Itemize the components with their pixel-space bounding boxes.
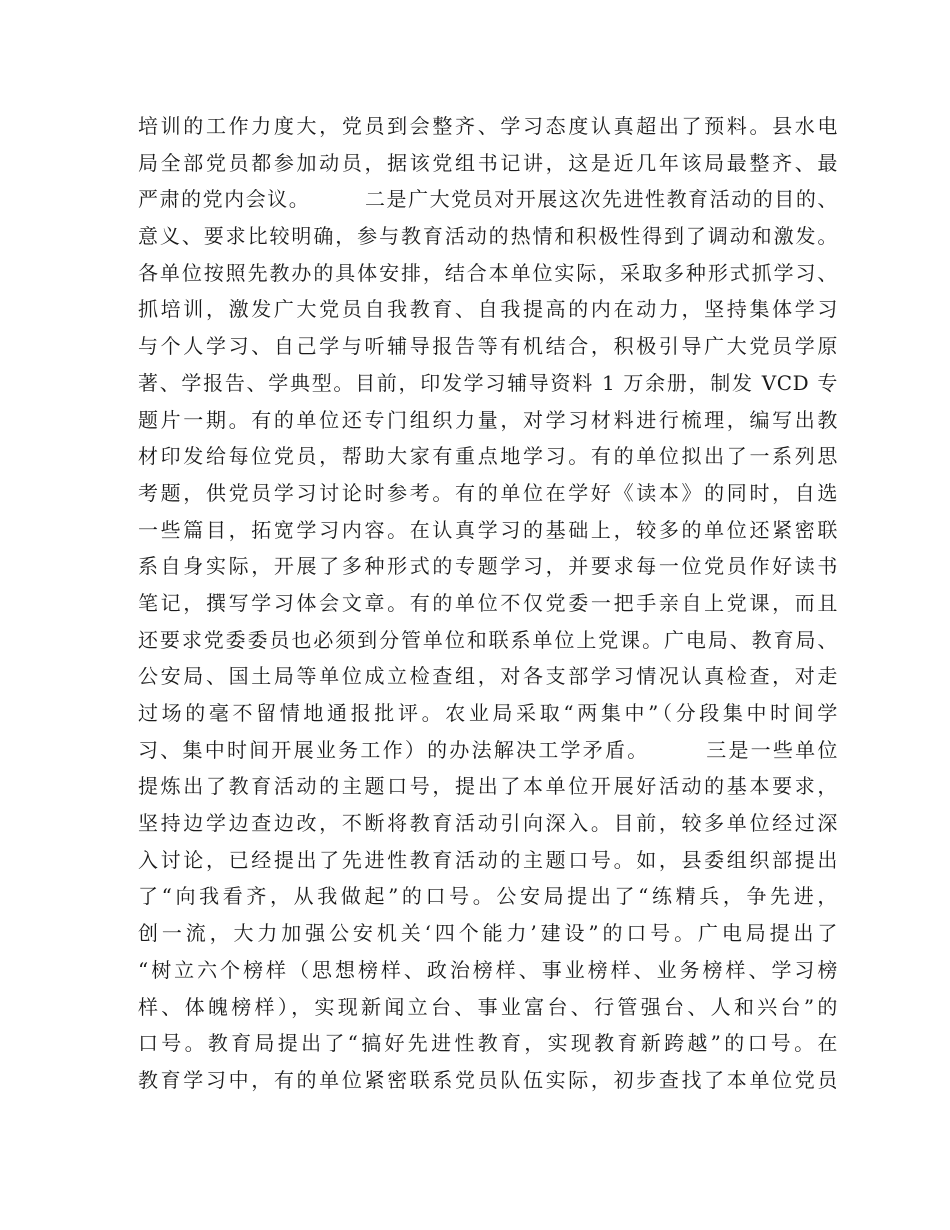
text-line: 材印发给每位党员，帮助大家有重点地学习。有的单位拟出了一系列思 (138, 444, 838, 469)
text-line: 入讨论，已经提出了先进性教育活动的主题口号。如，县委组织部提出 (138, 847, 838, 872)
text-line: 严肃的党内会议。 二是广大党员对开展这次先进性教育活动的目的、 (138, 187, 838, 212)
text-line: 局全部党员都参加动员，据该党组书记讲，这是近几年该局最整齐、最 (138, 150, 838, 175)
text-line: 过场的毫不留情地通报批评。农业局采取“两集中”（分段集中时间学 (138, 701, 838, 725)
text-line: 一些篇目，拓宽学习内容。在认真学习的基础上，较多的单位还紧密联 (138, 517, 838, 542)
text-line: 坚持边学边查边改，不断将教育活动引向深入。目前，较多单位经过深 (138, 811, 838, 836)
text-line: 还要求党委委员也必须到分管单位和联系单位上党课。广电局、教育局、 (138, 627, 838, 652)
text-line: 题片一期。有的单位还专门组织力量，对学习材料进行梳理，编写出教 (138, 407, 838, 432)
text-line: 了“向我看齐，从我做起”的口号。公安局提出了“练精兵，争先进， (138, 884, 838, 909)
body-text (138, 108, 838, 1099)
text-line: 公安局、国土局等单位成立检查组，对各支部学习情况认真检查，对走 (138, 664, 838, 689)
text-line: “树立六个榜样（思想榜样、政治榜样、事业榜样、业务榜样、学习榜 (138, 957, 838, 982)
text-line: 样、体魄榜样），实现新闻立台、事业富台、行管强台、人和兴台”的 (138, 994, 838, 1019)
text-line: 习、集中时间开展业务工作）的办法解决工学矛盾。 三是一些单位 (138, 737, 838, 762)
text-line: 著、学报告、学典型。目前，印发学习辅导资料 1 万余册，制发 VCD 专 (138, 370, 838, 395)
text-line: 抓培训，激发广大党员自我教育、自我提高的内在动力，坚持集体学习 (138, 297, 838, 322)
text-line: 口号。教育局提出了“搞好先进性教育，实现教育新跨越”的口号。在 (138, 1031, 838, 1056)
text-line: 创一流，大力加强公安机关‘四个能力’建设”的口号。广电局提出了 (138, 921, 838, 946)
text-line: 教育学习中，有的单位紧密联系党员队伍实际，初步查找了本单位党员 (138, 1067, 838, 1092)
text-line: 意义、要求比较明确，参与教育活动的热情和积极性得到了调动和激发。 (138, 224, 838, 249)
text-line: 提炼出了教育活动的主题口号，提出了本单位开展好活动的基本要求， (138, 774, 838, 799)
text-line: 各单位按照先教办的具体安排，结合本单位实际，采取多种形式抓学习、 (138, 260, 838, 285)
text-line: 培训的工作力度大，党员到会整齐、学习态度认真超出了预料。县水电 (138, 114, 838, 138)
text-line: 考题，供党员学习讨论时参考。有的单位在学好《读本》的同时，自选 (138, 480, 838, 505)
text-line: 系自身实际，开展了多种形式的专题学习，并要求每一位党员作好读书 (138, 554, 838, 579)
text-line: 笔记，撰写学习体会文章。有的单位不仅党委一把手亲自上党课，而且 (138, 590, 838, 615)
text-line: 与个人学习、自己学与听辅导报告等有机结合，积极引导广大党员学原 (138, 334, 838, 359)
